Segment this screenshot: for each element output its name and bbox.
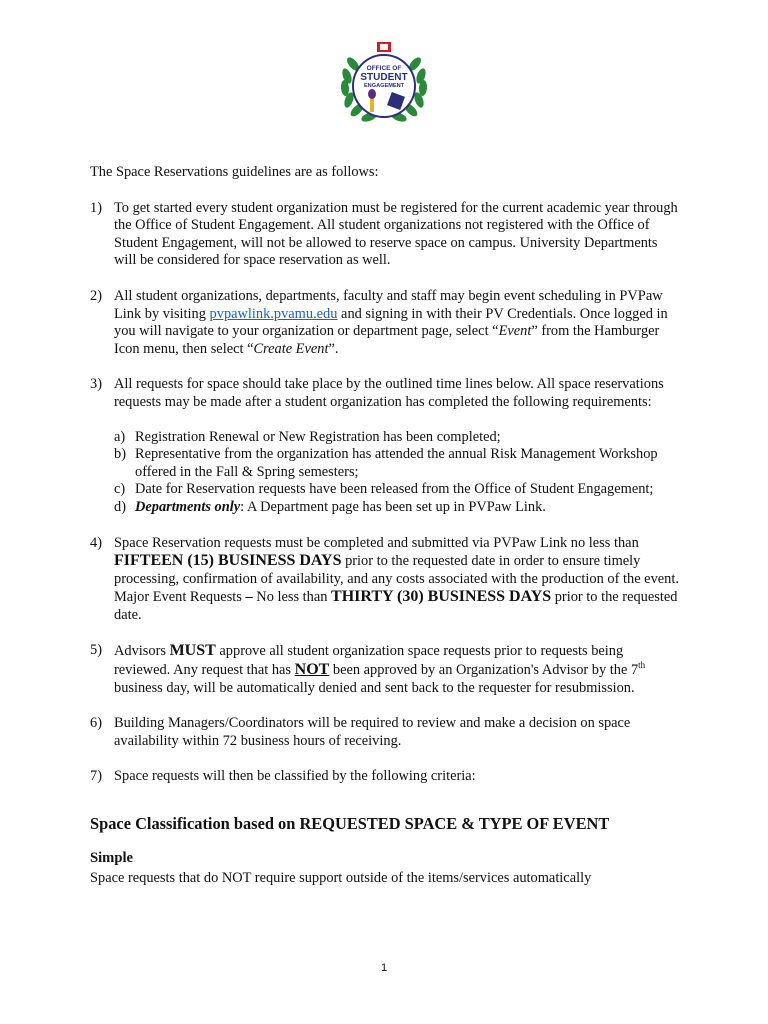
- simple-heading: Simple: [90, 850, 133, 867]
- guideline-item-5: [90, 642, 680, 697]
- item-number: 1): [90, 199, 102, 216]
- guideline-item-3: [90, 376, 680, 516]
- seal-icon: [333, 36, 435, 126]
- page-number: 1: [380, 962, 388, 974]
- guideline-item-7: [90, 768, 680, 786]
- must-emphasis: MUST: [169, 642, 216, 660]
- document-body: [90, 164, 680, 887]
- not-emphasis: NOT: [294, 661, 330, 679]
- fifteen-days-emphasis: FIFTEEN (15) BUSINESS DAYS: [114, 552, 342, 570]
- requirement-item-c: c) Date for Reservation requests have been released from the Office of Student Engagement;: [114, 481, 654, 498]
- event-emphasis: Event: [498, 323, 532, 340]
- thirty-days-emphasis: THIRTY (30) BUSINESS DAYS: [331, 588, 552, 606]
- item-text: Space Reservation requests must be completed and submitted via PVPaw Link no less than FIFTEEN (15) BUSINESS DAYS prior to the requested date in order to ensure timely processing, confirmation of availability, and any costs associated with the production of the event. Major Event Requests – No less than THIRTY (30) BUSINESS DAYS prior to the requested date.: [114, 534, 679, 623]
- requirement-item-a: a) Registration Renewal or New Registration has been completed;: [114, 428, 501, 445]
- requirement-item-b: b) Representative from the organization has attended the annual Risk Management Workshop offered in the Fall & Spring semesters;: [114, 446, 658, 480]
- guideline-item-1: [90, 200, 680, 270]
- guidelines-list: [90, 200, 680, 786]
- logo-line3: ENGAGEMENT: [363, 83, 405, 89]
- item-number: 3): [90, 376, 102, 393]
- item-text: Space requests will then be classified by the following criteria:: [114, 768, 476, 785]
- item-number: 4): [90, 534, 102, 551]
- guideline-item-6: [90, 715, 680, 750]
- guideline-item-2: [90, 288, 680, 358]
- item-text: Advisors MUST approve all student organization space requests prior to requests being reviewed. Any request that has NOT been approved by an Organization's Advisor by the 7th business day, will be automatically denied and sent back to the requester for resubmission.: [114, 642, 646, 696]
- intro-text: The Space Reservations guidelines are as follows:: [90, 164, 379, 180]
- logo-line1: OFFICE OF: [366, 65, 402, 72]
- item-number: 7): [90, 768, 102, 785]
- create-event-emphasis: Create Event: [253, 340, 329, 357]
- requirements-list: [114, 429, 680, 517]
- section-heading: Space Classification based on REQUESTED SPACE & TYPE OF EVENT: [90, 814, 610, 834]
- simple-description: Space requests that do NOT require support outside of the items/services automatically: [90, 869, 592, 886]
- item-text: To get started every student organization must be registered for the current academic year through the Office of Student Engagement. All student organizations not registered with the Office of Student Engagement, will not be allowed to reserve space on campus. University Departments will be considered for space reservation as well.: [114, 199, 678, 269]
- office-of-student-engagement-logo: [333, 36, 435, 126]
- item-number: 2): [90, 287, 102, 304]
- logo-line2: STUDENT: [360, 72, 408, 83]
- pvpawlink-link[interactable]: pvpawlink.pvamu.edu: [209, 305, 338, 322]
- item-text: Building Managers/Coordinators will be required to review and make a decision on space availability within 72 business hours of receiving.: [114, 715, 631, 749]
- item-number: 6): [90, 715, 102, 732]
- item-number: 5): [90, 642, 102, 659]
- item-text: All requests for space should take place by the outlined time lines below. All space reservations requests may be made after a student organization has completed the following requirements:: [114, 376, 664, 410]
- requirement-item-d: d) Departments only: A Department page has been set up in PVPaw Link.: [114, 498, 546, 515]
- guideline-item-4: [90, 535, 680, 625]
- item-text: All student organizations, departments, faculty and staff may begin event scheduling in PVPaw Link by visiting pvpawlink.pvamu.edu and signing in with their PV Credentials. Once logged in you will navigate to your organization or department page, select “Event” from the Hamburger Icon menu, then select “Create Event”.: [114, 287, 668, 357]
